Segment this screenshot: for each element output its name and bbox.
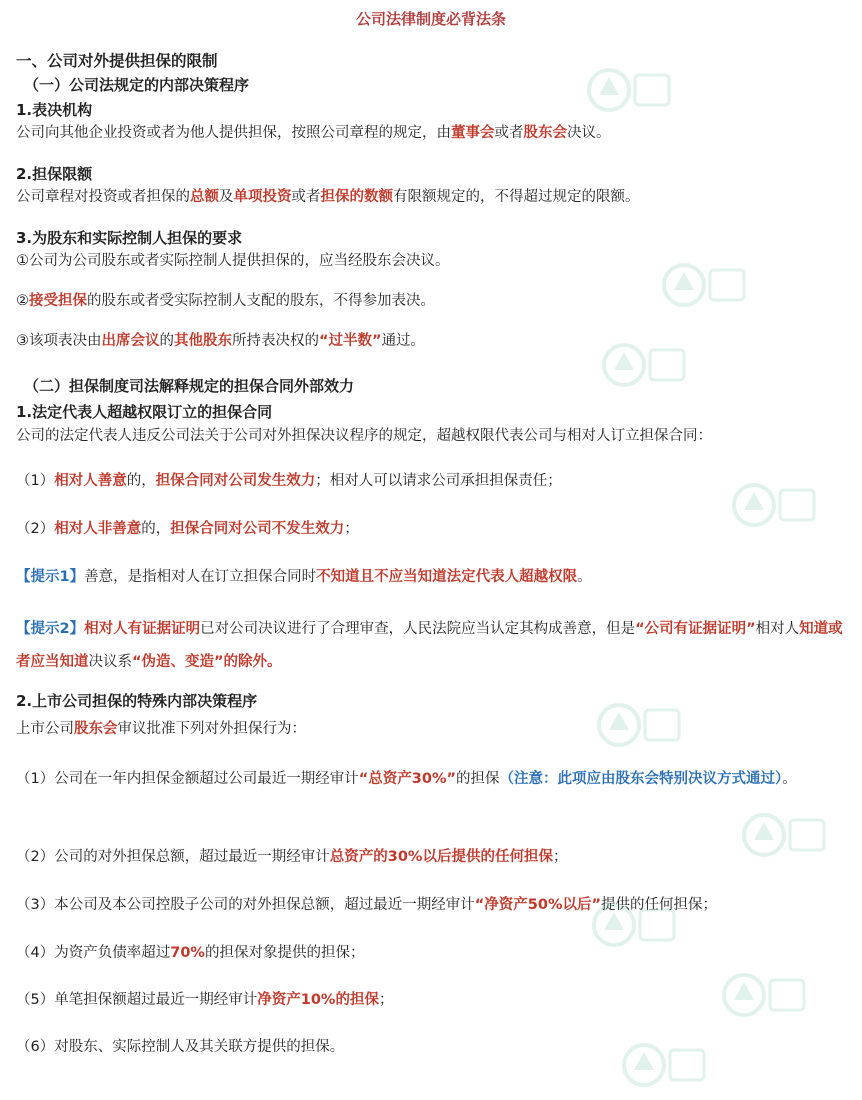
text-segment: （5）单笔担保额超过最近一期经审计 [16,992,258,1008]
text-segment: 及 [219,189,234,205]
text-line [16,894,848,916]
highlighted-text: （注意：此项应由股东会特别决议方式通过） [499,771,783,787]
highlighted-text: 接受担保 [29,293,87,309]
text-segment: 决议系 [88,654,132,670]
highlighted-text: 【提示2】 [16,621,85,637]
text-line [16,425,848,447]
highlighted-text: 单项投资 [233,189,292,205]
text-segment: （4）为资产负债率超过 [16,945,171,961]
text-segment: 的担保对象提供的担保； [204,945,365,961]
text-line [16,718,848,740]
text-segment: 公司向其他企业投资或者为他人提供担保，按照公司章程的规定，由 [16,125,451,141]
text-segment: 相对人 [755,621,800,637]
text-line [24,375,848,397]
document-title: 公司法律制度必背法条 [355,10,506,28]
text-segment: ； [378,992,394,1008]
text-line [16,470,848,492]
highlighted-text: 70% [170,945,205,961]
text-segment: 的股东或者受实际控制人支配的股东，不得参加表决。 [87,293,435,309]
text-line [16,250,848,272]
highlighted-text: “伪造、变造”的除外。 [132,654,282,670]
text-segment: 1.表决机构 [16,101,93,119]
text-segment: 所持表决权的 [232,333,319,349]
text-segment: 善意，是指相对人在订立担保合同时 [84,569,317,585]
highlighted-text: 相对人善意 [54,473,127,489]
text-segment: 。 [577,569,592,585]
highlighted-text: “过半数” [319,333,382,349]
text-segment: 决议。 [567,125,611,141]
highlighted-text: 股东会 [523,125,567,141]
highlighted-text: “总资产30%” [358,771,457,787]
text-line [16,566,848,588]
text-segment: ② [16,293,29,309]
text-line [16,163,848,185]
text-line [16,290,848,312]
text-segment: 2.担保限额 [16,165,93,183]
text-segment: 或者 [291,189,321,205]
text-line [16,690,848,712]
highlighted-text: 担保合同对公司不发生效力 [170,521,345,537]
highlighted-text: 总资产的30%以后提供的任何担保 [329,849,553,865]
text-segment: ；相对人可以请求公司承担担保责任； [315,473,562,489]
text-segment: 提供的任何担保； [601,897,718,913]
text-segment: 或者 [494,125,524,141]
text-segment: ； [344,521,359,537]
text-segment: 一、公司对外提供担保的限制 [16,52,218,70]
text-segment: （2）公司的对外担保总额，超过最近一期经审计 [16,849,330,865]
text-line [16,1036,848,1058]
text-segment: 的， [126,473,156,489]
text-line [16,122,848,144]
highlighted-text: 不知道且不应当知道法定代表人超越权限 [316,569,578,585]
text-segment: ①公司为公司股东或者实际控制人提供担保的，应当经股东会决议。 [16,253,450,269]
text-line [16,99,848,121]
text-line [16,764,848,794]
text-line [24,74,848,96]
highlighted-text: “净资产50%以后” [474,897,602,913]
highlighted-text: 其他股东 [174,333,232,349]
highlighted-text: 担保的数额 [320,189,393,205]
highlighted-text: 股东会 [74,721,118,737]
text-line [16,942,848,964]
text-line [16,989,848,1011]
text-segment: （1）公司在一年内担保金额超过公司最近一期经审计 [16,771,359,787]
text-segment: 3.为股东和实际控制人担保的要求 [16,229,243,247]
text-segment: 通过。 [381,333,426,349]
highlighted-text: 总额 [190,189,219,205]
text-segment: ③该项表决由 [16,333,102,349]
text-segment: 的担保 [456,771,500,787]
highlighted-text: 担保合同对公司发生效力 [155,473,316,489]
text-segment: 。 [782,771,797,787]
text-line [16,401,848,423]
highlighted-text: 【提示1】 [16,569,85,585]
text-line [16,518,848,540]
text-segment: 1.法定代表人超越权限订立的担保合同 [16,403,273,421]
text-segment: （3）本公司及本公司控股子公司的对外担保总额，超过最近一期经审计 [16,897,475,913]
text-segment: 的 [159,333,174,349]
text-segment: （2） [16,521,55,537]
highlighted-text: 知道或者应当知道 [16,621,843,670]
text-segment: （一）公司法规定的内部决策程序 [24,76,250,94]
text-segment: 的， [141,521,171,537]
text-line [16,846,848,868]
text-segment: 审议批准下列对外担保行为： [117,721,306,737]
text-segment: 2.上市公司担保的特殊内部决策程序 [16,692,258,710]
text-segment: ； [552,849,568,865]
highlighted-text: 董事会 [451,125,495,141]
text-segment: 公司的法定代表人违反公司法关于公司对外担保决议程序的规定，超越权限代表公司与相对人订立担保合同： [16,428,712,444]
text-segment: （二）担保制度司法解释规定的担保合同外部效力 [24,377,355,395]
text-segment: 公司章程对投资或者担保的 [16,189,190,205]
text-segment: （1） [16,473,55,489]
text-line [16,613,848,679]
highlighted-text: 出席会议 [101,333,160,349]
text-line [16,186,848,208]
text-line [16,227,848,249]
text-line [16,330,848,352]
text-line [16,50,848,72]
highlighted-text: 相对人非善意 [54,521,142,537]
text-segment: 有限额规定的，不得超过规定的限额。 [393,189,640,205]
highlighted-text: 相对人有证据证明 [84,621,201,637]
highlighted-text: 净资产10%的担保 [257,992,379,1008]
text-segment: 上市公司 [16,721,74,737]
highlighted-text: “公司有证据证明” [635,621,756,637]
text-segment: （6）对股东、实际控制人及其关联方提供的担保。 [16,1039,345,1055]
text-segment: 已对公司决议进行了合理审查，人民法院应当认定其构成善意，但是 [200,621,636,637]
